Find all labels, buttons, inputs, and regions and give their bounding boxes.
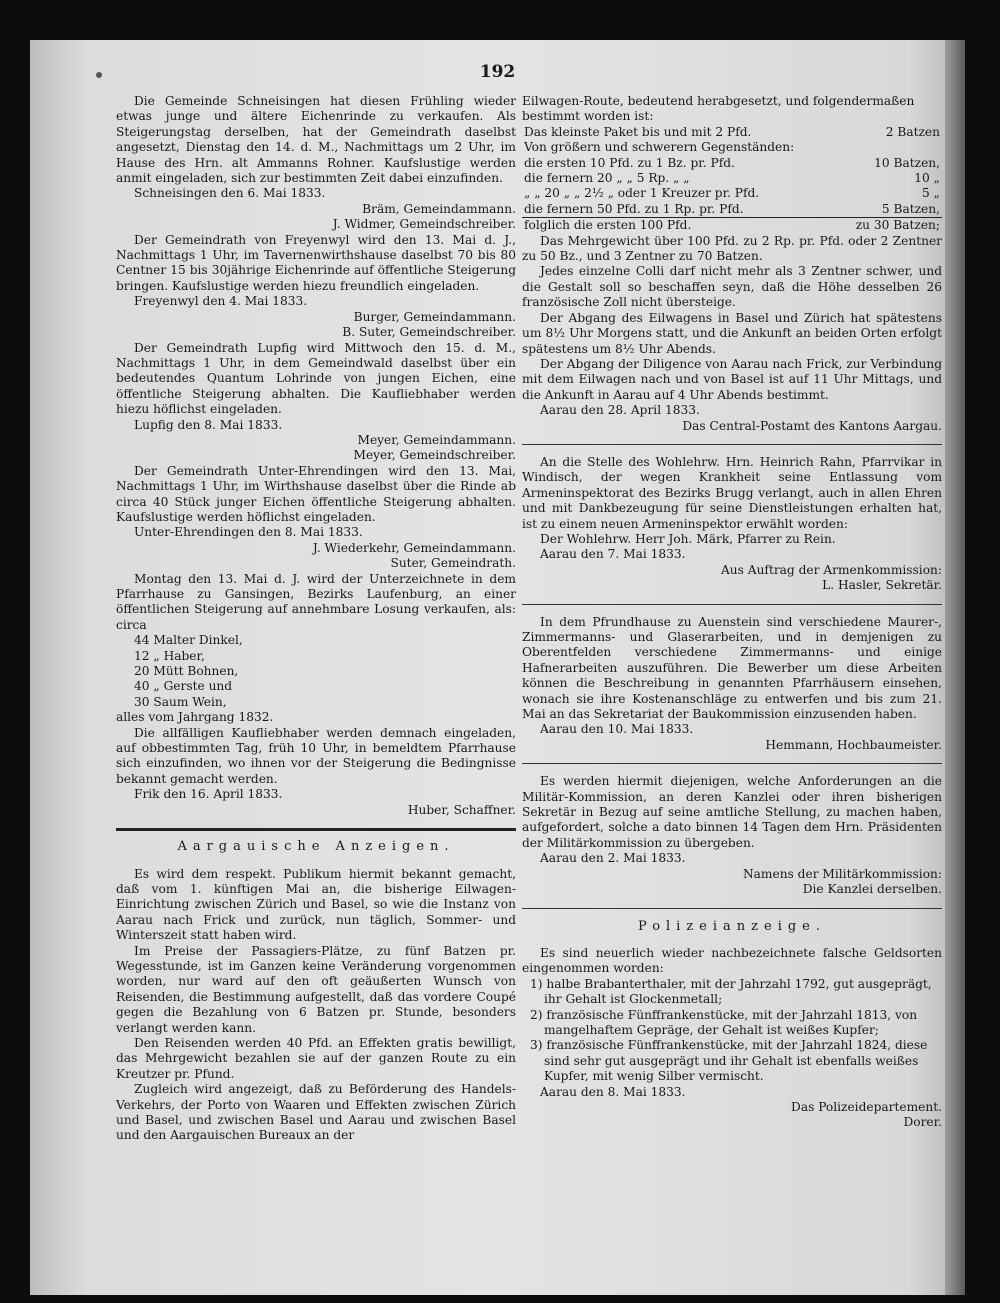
list-item: 40 „ Gerste und [134,679,233,694]
tariff-table [522,125,942,234]
table-cell: 5 „ [922,186,940,201]
goods-note: alles vom Jahrgang 1832. [116,710,274,725]
notice-lupfig: Der Gemeindrath Lupfig wird Mittwoch den 15. d. M., Nachmittags 1 Uhr, in dem Gemeindwald daselbst über ein bedeutendes Quantum Lohrinde von jungen Eichen, eine öffentliche Steigerung abhalten. Die Kaufliebhaber werden hiezu höflichst eingeladen. [116,340,516,417]
notice-militaer: Es werden hiermit diejenigen, welche Anforderungen an die Militär-Kommission, an deren Kanzlei oder ihren bisherigen Sekretär in Bezug auf seine amtliche Stellung, zu machen haben, aufgefordert, solche a dato binnen 14 Tagen dem Hrn. Präsidenten der Militärkommission zu übergeben. [522,774,942,850]
table-cell: 2 Batzen [885,124,940,139]
signature: Huber, Schaffner. [407,802,516,817]
signature: Bräm, Gemeindammann. [362,201,516,216]
table-cell: 10 Batzen, [874,155,940,170]
table-cell: 5 Batzen, [840,202,942,218]
table-cell: Von größern und schwerern Gegenständen: [524,140,795,155]
table-cell: 10 „ [914,171,940,186]
table-row [522,218,942,234]
signature: J. Wiederkehr, Gemeindammann. [312,540,516,555]
notice-date: Frik den 16. April 1833. [134,787,283,802]
divider [522,604,942,605]
page-number: 192 [479,62,516,82]
signature: Die Kanzlei derselben. [802,882,942,897]
signature: Aus Auftrag der Armenkommission: [721,562,942,577]
post-paragraph: Der Abgang des Eilwagens in Basel und Zürich hat spätestens um 8½ Uhr Morgens statt, und die Ankunft an beiden Orten erfolgt spätestens um 8½ Uhr Abends. [522,310,942,356]
table-cell: die ersten 10 Pfd. zu 1 Bz. pr. Pfd. [524,155,735,170]
list-item: 20 Mütt Bohnen, [134,664,239,679]
signature: Hemmann, Hochbaumeister. [765,737,942,752]
list-item: 30 Saum Wein, [134,694,227,709]
left-column [116,94,516,1144]
table-row [522,171,942,186]
notice-freyenwyl: Der Gemeindrath von Freyenwyl wird den 13. Mai d. J., Nachmittags 1 Uhr, im Tavernenwirthshause daselbst 70 bis 80 Centner 15 bis 30jährige Eichenrinde auf öffentliche Steigerung bringen. Kaufslustige werden hiezu freundlich eingeladen. [116,232,516,293]
notice-date: Aarau den 10. Mai 1833. [540,722,694,737]
list-item: 3) französische Fünffrankenstücke, mit der Jahrzahl 1824, diese sind sehr gut ausgeprägt und ihr Gehalt ist ebenfalls weißes Kupfer, mit wenig Silber vermischt. [530,1038,928,1084]
right-column [522,94,942,1131]
table-row [522,156,942,171]
appointee: Der Wohlehrw. Herr Joh. Märk, Pfarrer zu Rein. [540,531,836,546]
goods-list [116,633,516,710]
signature: L. Hasler, Sekretär. [822,578,942,593]
table-cell: die fernern 50 Pfd. zu 1 Rp. pr. Pfd. [522,202,840,218]
divider [522,444,942,445]
notice-gansingen: Montag den 13. Mai d. J. wird der Unterzeichnete in dem Pfarrhause zu Gansingen, Bezirks Laufenburg, an einer öffentlichen Steigerung auf annehmbare Losung verkaufen, als: circa [116,571,516,632]
post-paragraph: Den Reisenden werden 40 Pfd. an Effekten gratis bewilligt, das Mehrgewicht bezahlen sie auf der ganzen Route zu ein Kreutzer pr. Pfund. [116,1035,516,1081]
signature: Das Polizeidepartement. [791,1099,942,1114]
signature: Dorer. [903,1115,942,1130]
notice-date: Lupfig den 8. Mai 1833. [134,417,283,432]
post-continuation: Eilwagen-Route, bedeutend herabgesetzt, und folgendermaßen bestimmt worden ist: [522,94,915,124]
table-cell [840,140,942,155]
notice-date: Schneisingen den 6. Mai 1833. [134,186,326,201]
post-paragraph: Jedes einzelne Colli darf nicht mehr als 3 Zentner schwer, und die Gestalt soll so beschaffen seyn, daß die Höhe desselben 26 französische Zoll nicht übersteige. [522,264,942,310]
notice-date: Aarau den 28. April 1833. [540,403,700,418]
table-row [522,202,942,218]
table-cell: Das kleinste Paket bis und mit 2 Pfd. [524,124,752,139]
post-paragraph: Das Mehrgewicht über 100 Pfd. zu 2 Rp. pr. Pfd. oder 2 Zentner zu 50 Bz., und 3 Zentner zu 70 Batzen. [522,233,942,264]
signature: B. Suter, Gemeindschreiber. [342,325,516,340]
table-cell: „ „ 20 „ „ 2½ „ oder 1 Kreuzer pr. Pfd. [524,186,760,201]
post-paragraph: Der Abgang der Diligence von Aarau nach Frick, zur Verbindung mit dem Eilwagen nach und von Basel ist auf 11 Uhr Mittags, und die Ankunft in Aarau auf 4 Uhr Abends bestimmt. [522,356,942,402]
signature: Burger, Gemeindammann. [353,309,516,324]
notice-date: Aarau den 2. Mai 1833. [540,851,686,866]
post-paragraph: Im Preise der Passagiers-Plätze, zu fünf Batzen pr. Wegesstunde, ist im Ganzen keine Veränderung vorgenommen worden, nur ward auf den oft geäußerten Wunsch von Reisenden, die Bestimmung aufgestellt, daß das vordere Coupé gegen die Bezahlung von 6 Batzen pr. Stunde, besonders verlangt werden kann. [116,943,516,1035]
signature: J. Widmer, Gemeindschreiber. [332,217,516,232]
page-spine [945,40,965,1295]
newspaper-page [30,40,965,1295]
signature: Suter, Gemeindrath. [390,556,516,571]
list-item: 44 Malter Dinkel, [134,633,243,648]
signature: Das Central-Postamt des Kantons Aargau. [682,418,942,433]
divider [522,763,942,764]
list-item: 12 „ Haber, [134,648,205,663]
section-title: Polizeianzeige. [637,918,827,934]
table-row [522,186,942,201]
notice-schneisingen: Die Gemeinde Schneisingen hat diesen Frühling wieder etwas junge und ältere Eichenrinde zu verkaufen. Als Steigerungstag derselben, hat der Gemeindrath daselbst angesetzt, Dienstag den 14. d. M., Nachmittags um 2 Uhr, im Hause des Hrn. alt Ammanns Rohner. Kaufslustige werden anmit eingeladen, sich zur bestimmten Zeit dabei einzufinden. [116,94,516,186]
list-item: 2) französische Fünffrankenstücke, mit der Jahrzahl 1813, von mangelhaftem Gepräge, der Gehalt ist weißes Kupfer; [530,1007,918,1037]
table-cell: die fernern 20 „ „ 5 Rp. „ „ [524,171,690,186]
table-cell: folglich die ersten 100 Pfd. [524,218,692,233]
section-title: Aargauische Anzeigen. [177,839,455,855]
section-divider [116,828,516,831]
notice-gansingen-2: Die allfälligen Kaufliebhaber werden demnach eingeladen, auf obbestimmten Tag, früh 10 Uhr, in bemeldtem Pfarrhause sich einzufinden, wo ihnen vor der Steigerung die Bedingnisse bekannt gemacht werden. [116,725,516,786]
post-paragraph: Zugleich wird angezeigt, daß zu Beförderung des Handels-Verkehrs, der Porto von Waaren und Effekten zwischen Zürich und Basel, und zwischen Basel und Aarau und zwischen Basel und den Aargauischen Bureaux an der [116,1082,516,1143]
notice-bau: In dem Pfrundhause zu Auenstein sind verschiedene Maurer-, Zimmermanns- und Glaserarbeiten, und in demjenigen zu Oberentfelden verschiedene Zimmermanns- und einige Hafnerarbeiten auszuführen. Die Bewerber um diese Arbeiten können die Beschreibung in genannten Pfarrhäusern einsehen, wonach sie ihre Kostenanschläge zu entwerfen und bis zum 21. Mai an das Sekretariat der Baukommission einzusenden haben. [522,614,942,722]
notice-ehrendingen: Der Gemeindrath Unter-Ehrendingen wird den 13. Mai, Nachmittags 1 Uhr, im Wirthshause daselbst über die Rinde ab circa 40 Stück junger Eichen öffentliche Steigerung abhalten. Kaufslustige werden höflichst eingeladen. [116,463,516,524]
table-row [522,140,942,155]
table-cell: zu 30 Batzen; [855,218,940,233]
divider [522,908,942,909]
notice-date: Unter-Ehrendingen den 8. Mai 1833. [134,525,363,540]
signature: Meyer, Gemeindammann. [357,432,516,447]
notice-polizei: Es sind neuerlich wieder nachbezeichnete falsche Geldsorten eingenommen worden: [522,945,942,976]
notice-date: Aarau den 7. Mai 1833. [540,547,686,562]
list-item: 1) halbe Brabanterthaler, mit der Jahrzahl 1792, gut ausgeprägt, ihr Gehalt ist Glockenmetall; [530,976,932,1007]
notice-date: Aarau den 8. Mai 1833. [540,1084,686,1099]
signature: Meyer, Gemeindschreiber. [353,448,516,463]
post-paragraph: Es wird dem respekt. Publikum hiermit bekannt gemacht, daß vom 1. künftigen Mai an, die bisherige Eilwagen-Einrichtung zwischen Zürich und Basel, so wie die Instanz von Aarau nach Frick und zurück, nun täglich, Sommer- und Winterszeit statt haben wird. [116,866,516,943]
notice-date: Freyenwyl den 4. Mai 1833. [134,294,308,309]
signature: Namens der Militärkommission: [743,866,942,881]
notice-armen: An die Stelle des Wohlehrw. Hrn. Heinrich Rahn, Pfarrvikar in Windisch, der wegen Krankheit seine Entlassung vom Armeninspektorat des Bezirks Brugg verlangt, auch in allen Ehren und mit Dankbezeugung für seine Dienstleistungen erhalten hat, ist zu einem neuen Armeninspektor erwählt worden: [522,454,942,531]
counterfeit-list [522,977,942,1085]
table-row [522,125,942,140]
